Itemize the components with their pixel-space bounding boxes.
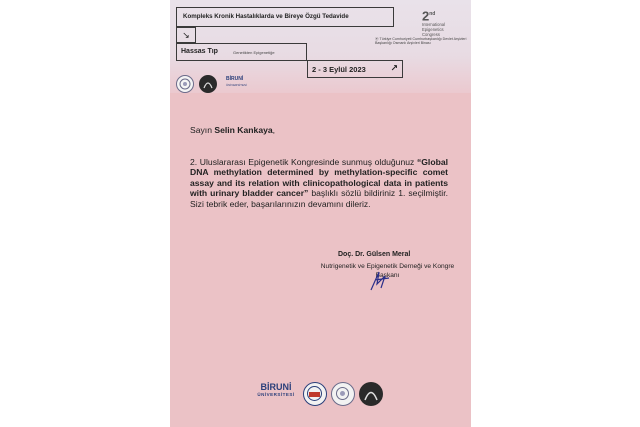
venue-text xyxy=(375,37,467,46)
congress-number: 2 xyxy=(422,8,430,24)
certificate-page xyxy=(170,0,471,427)
location-pin-icon: ⦿ xyxy=(375,37,380,41)
paper-title: “Global DNA methylation determined by methylation-specific comet assay and its relation with clinicopathological data in patients with urinary bladder cancer” xyxy=(190,157,448,199)
congress-ordinal: nd xyxy=(429,11,436,17)
hassas-tip-box xyxy=(176,43,307,61)
body-intro: 2. Uluslararası Epigenetik Kongresinde sunmuş olduğunuz xyxy=(190,157,417,167)
congress-line-3: Congress xyxy=(422,32,440,38)
congress-date xyxy=(307,60,403,78)
society-logo-icon xyxy=(199,75,217,93)
association-seal-icon xyxy=(331,382,355,406)
recipient-name: Selin Kankaya xyxy=(214,125,273,135)
biruni-logo-small xyxy=(226,76,247,88)
greeting-comma: , xyxy=(272,125,276,135)
biruni-small-name: BİRUNİ xyxy=(226,76,244,82)
signatory-name: Doç. Dr. Gülsen Meral xyxy=(338,251,411,258)
date-label: 2 - 3 Eylül 2023 xyxy=(312,65,366,74)
association-seal-icon xyxy=(176,75,194,93)
congress-logo xyxy=(422,8,445,37)
signatory-role: Nutrigenetik ve Epigenetik Derneği ve Kongre Başkanı xyxy=(320,263,455,279)
biruni-sub: ÜNİVERSİTESİ xyxy=(257,392,295,397)
arrow-up-right-icon: ↗ xyxy=(390,63,398,73)
salutation: Sayın xyxy=(190,125,212,135)
biruni-small-sub: ÜNİVERSİTESİ xyxy=(226,83,247,87)
congress-line-1: International xyxy=(422,22,446,28)
congress-line-2: Epigenetics xyxy=(422,27,444,33)
biruni-logo xyxy=(255,383,297,398)
letter-body xyxy=(190,157,448,209)
greeting xyxy=(190,125,275,135)
society-logo-icon xyxy=(359,382,383,406)
footer-logos xyxy=(255,379,395,411)
biruni-name: BİRUNİ xyxy=(260,382,292,392)
handwritten-signature xyxy=(365,266,395,296)
congress-title: Kompleks Kronik Hastalıklarda ve Bireye Özgü Tedavide xyxy=(176,7,394,27)
subtitle-label: Genetikten Epigenetiğe xyxy=(233,50,275,55)
body-closing: başlıklı sözlü bildiriniz 1. seçilmiştir. Sizi tebrik eder, başarılarınızın devamını dileriz. xyxy=(190,188,448,209)
hassas-tip-label: Hassas Tıp xyxy=(181,48,218,55)
archive-seal-icon xyxy=(303,382,327,406)
arrow-down-right-icon: ↘ xyxy=(176,27,196,43)
venue-label: Türkiye Cumhuriyeti Cumhurbaşkanlığı Devlet Arşivleri Başkanlığı Osmanlı Arşivleri Binası xyxy=(375,37,467,46)
